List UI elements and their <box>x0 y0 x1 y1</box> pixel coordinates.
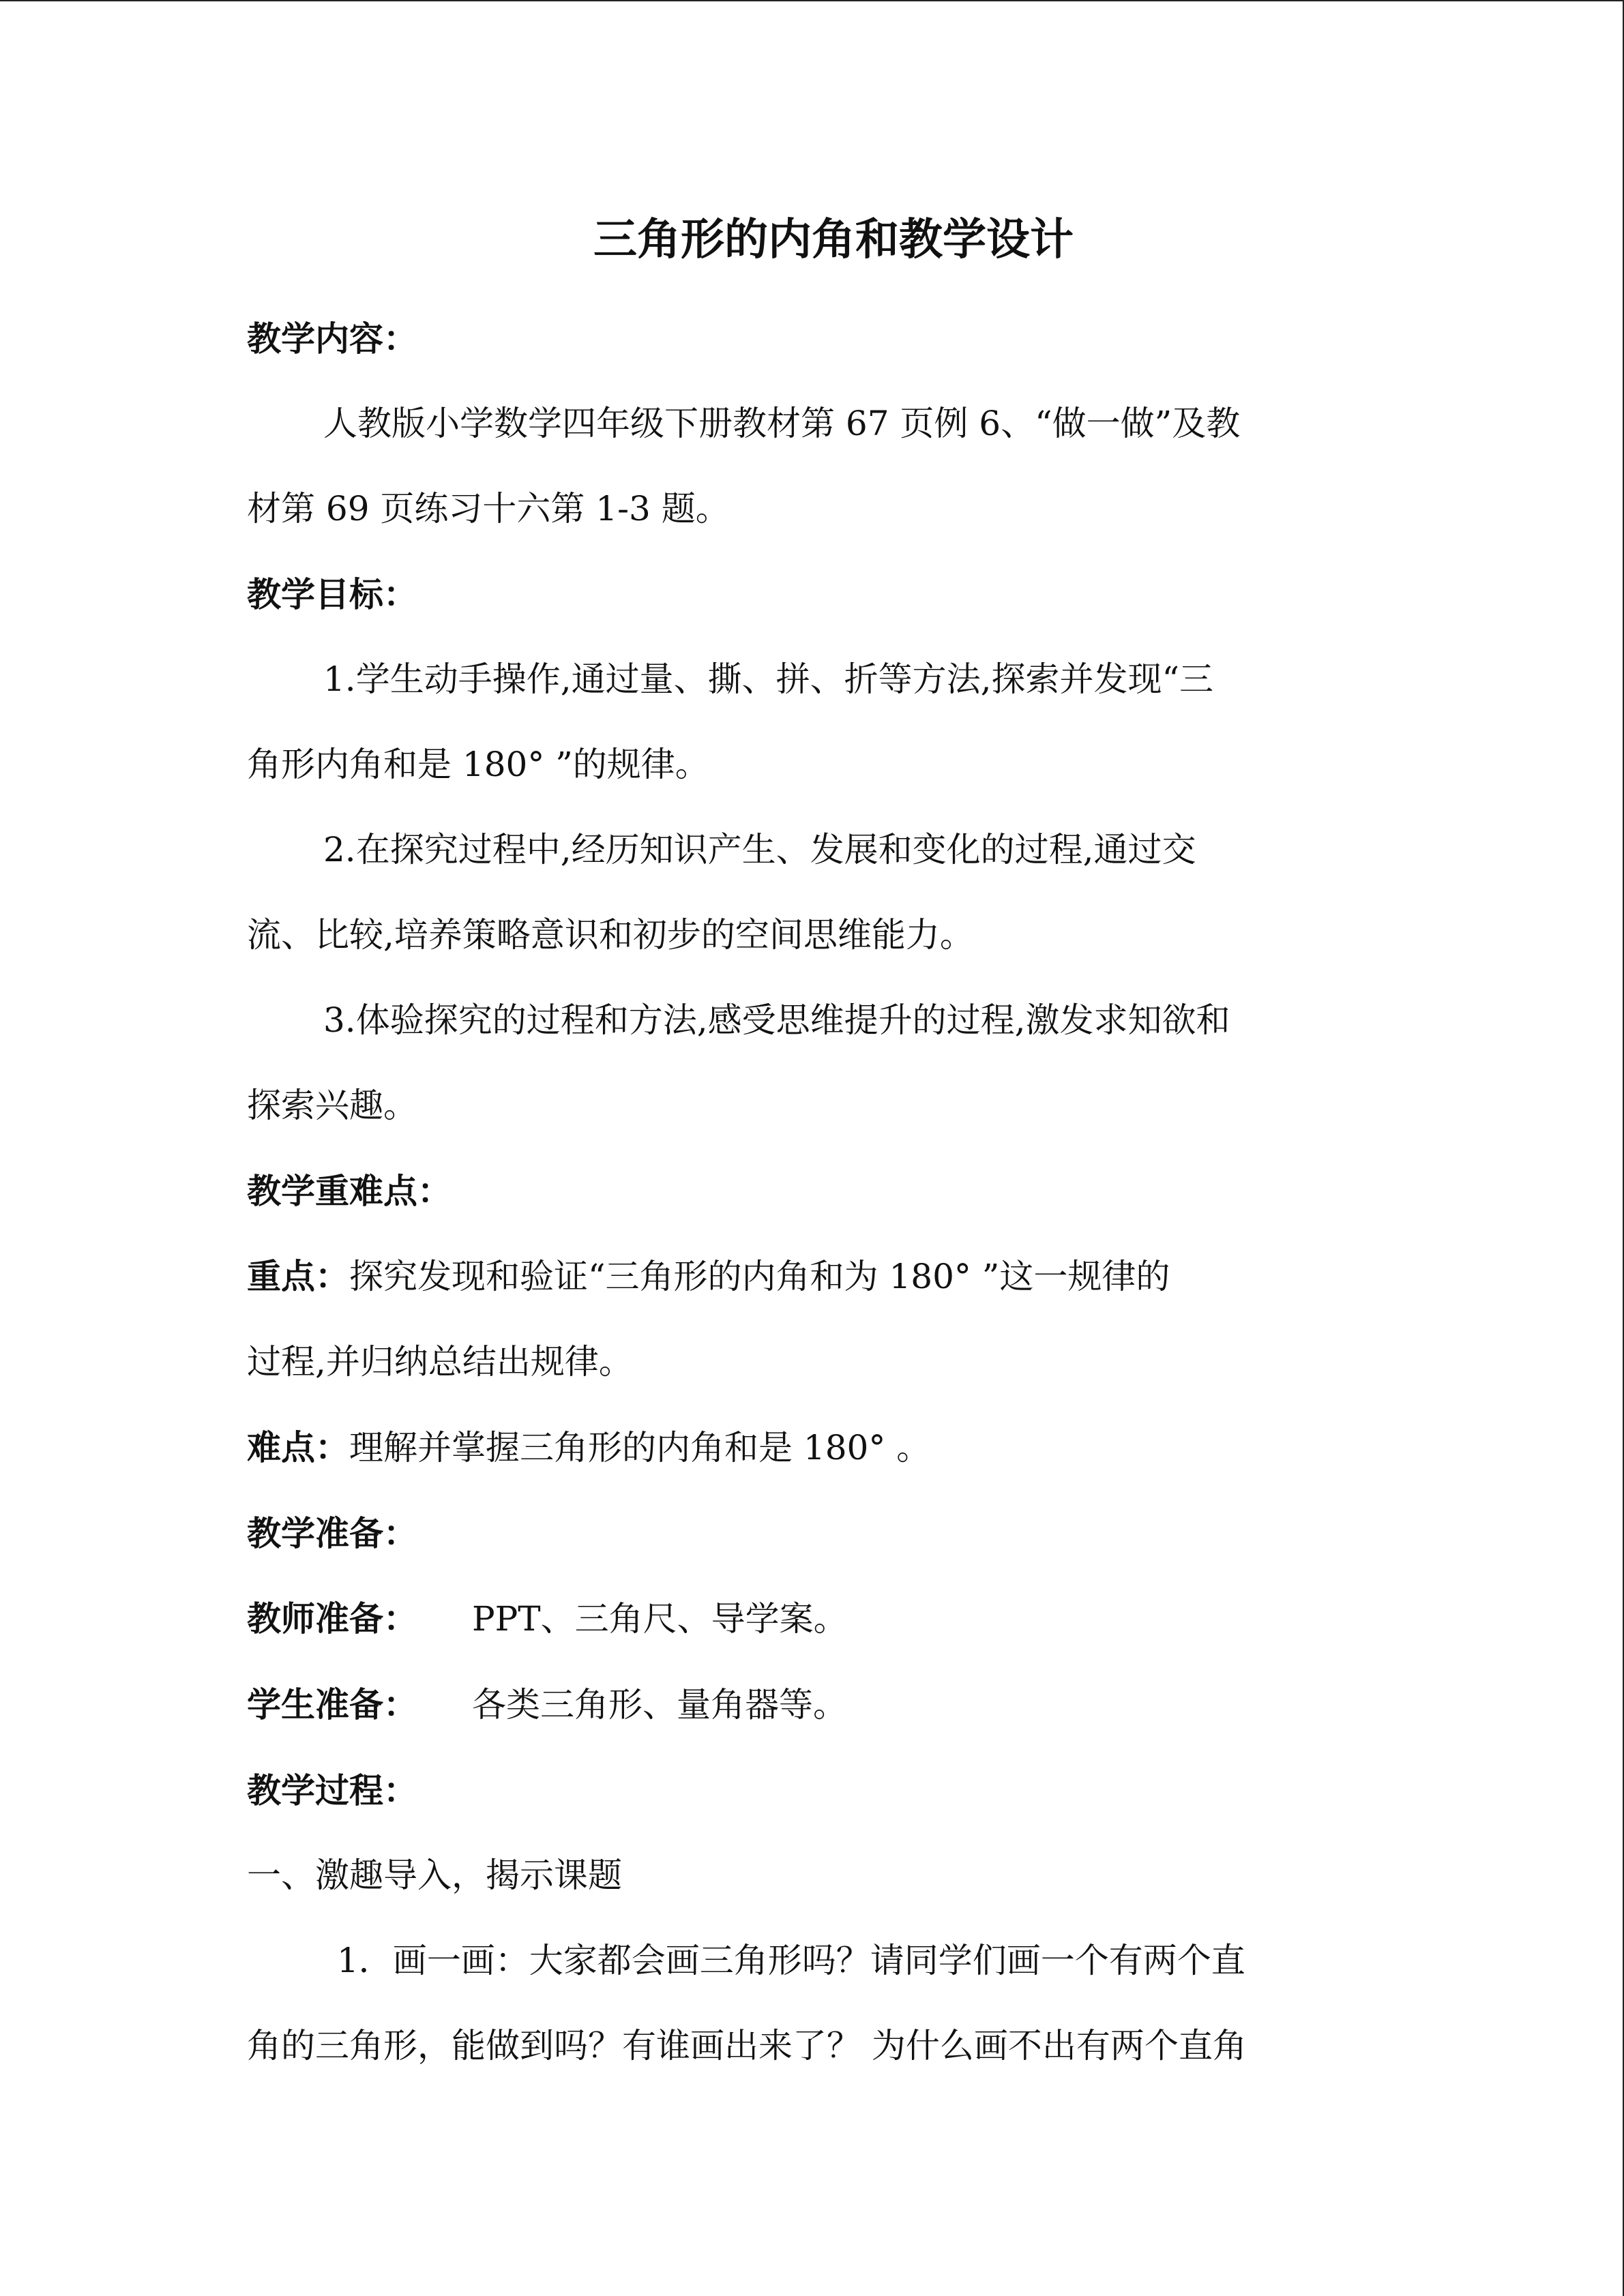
key-point-label: 重点： <box>247 1256 349 1296</box>
content-paragraph-line-2: 材第 69 页练习十六第 1-3 题。 <box>247 489 730 528</box>
goal-2-line-1: 2.在探究过程中,经历知识产生、发展和变化的过程,通过交 <box>323 830 1196 869</box>
teacher-prep-line <box>247 1576 1379 1662</box>
keypoints-heading: 教学重难点： <box>247 1171 452 1211</box>
content-paragraph-line-1: 人教版小学数学四年级下册教材第 67 页例 6、“做一做”及教 <box>323 404 1241 443</box>
process-heading: 教学过程： <box>247 1770 417 1810</box>
document-title: 三角形的内角和教学设计 <box>593 214 1074 265</box>
document-page <box>247 205 1379 2089</box>
goal-3-line-2: 探索兴趣。 <box>247 1086 417 1125</box>
prep-heading: 教学准备： <box>247 1513 417 1553</box>
student-prep-label: 学生准备： <box>247 1684 417 1725</box>
goal-2-line-2: 流、比较,培养策略意识和初步的空间思维能力。 <box>247 915 974 955</box>
process-step-1-line-1: 1．画一画：大家都会画三角形吗？请同学们画一个有两个直 <box>337 1941 1245 1980</box>
student-prep-line <box>247 1662 1379 1748</box>
key-point-line-1 <box>247 1234 1379 1320</box>
difficulty-text: 理解并掌握三角形的内角和是 180° 。 <box>349 1428 931 1467</box>
key-point-line-2: 过程,并归纳总结出规律。 <box>247 1342 633 1382</box>
process-section-1-title: 一、激趣导入，揭示课题 <box>247 1855 622 1895</box>
goal-1-line-2: 角形内角和是 180° ”的规律。 <box>247 745 709 784</box>
goals-heading: 教学目标： <box>247 574 417 614</box>
content-heading: 教学内容： <box>247 318 417 359</box>
student-prep-text: 各类三角形、量角器等。 <box>472 1685 847 1725</box>
difficulty-label: 难点： <box>247 1427 349 1467</box>
goal-1-line-1: 1.学生动手操作,通过量、撕、拼、折等方法,探索并发现“三 <box>323 659 1214 699</box>
teacher-prep-label: 教师准备： <box>247 1598 417 1639</box>
goal-3-line-1: 3.体验探究的过程和方法,感受思维提升的过程,激发求知欲和 <box>323 1000 1230 1040</box>
teacher-prep-text: PPT、三角尺、导学案。 <box>472 1599 848 1639</box>
process-step-1-line-2: 角的三角形，能做到吗？有谁画出来了？ 为什么画不出有两个直角 <box>247 2026 1247 2066</box>
difficulty-line <box>247 1405 1379 1491</box>
key-point-text: 探究发现和验证“三角形的内角和为 180° ”这一规律的 <box>349 1257 1170 1296</box>
